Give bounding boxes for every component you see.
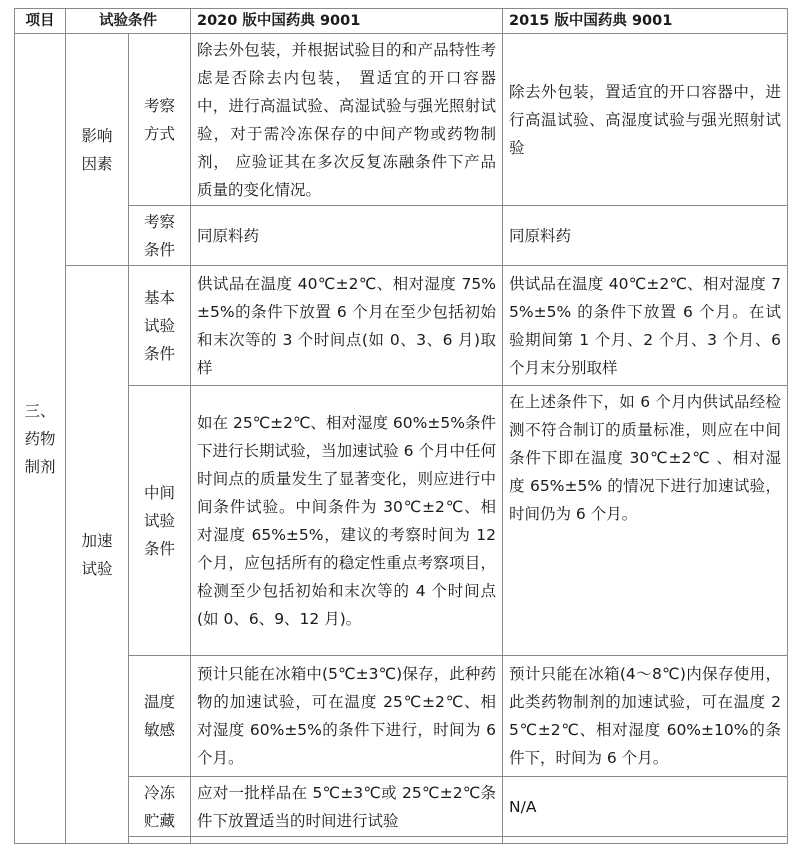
cell-2015: N/A (503, 777, 788, 837)
table-row (15, 266, 788, 386)
header-2020-edition: 2020 版中国药典 9001 (191, 9, 503, 34)
sub-label-intermediate-conditions: 中间 试验 条件 (129, 386, 191, 656)
table-row (15, 777, 788, 837)
cell-2020: 预计只能在冰箱中(5℃±3℃)保存，此种药物的加速试验，可在温度 25℃±2℃、相对湿度 60%±5%的条件下进行，时间为 6 个月。 (191, 656, 503, 777)
cell-2020: 供试品在温度 40℃±2℃、相对湿度 75%±5%的条件下放置 6 个月在至少包括初始和末次等的 3 个时间点(如 0、3、6 月)取样 (191, 266, 503, 386)
group-label-accelerated-test: 加速 试验 (66, 266, 129, 844)
section-label-drug-preparation: 三、 药物 制剂 (15, 34, 66, 844)
stability-comparison-table (14, 8, 788, 844)
cell-2020: 如在 25℃±2℃、相对湿度 60%±5%条件下进行长期试验，当加速试验 6 个月中任何时间点的质量发生了显著变化，则应进行中间条件试验。中间条件为 30℃±2℃、相对湿度 65%±5%，建议的考察时间为 12 个月，应包括所有的稳定性重点考察项目，检测至少包括初始和末次等的 4 个时间点(如 0、6、9、12 月)。 (191, 386, 503, 656)
cell-2020: 应对一批样品在 5℃±3℃或 25℃±2℃条件下放置适当的时间进行试验 (191, 777, 503, 837)
table-row (15, 206, 788, 266)
cell-2015: 预计只能在冰箱(4～8℃)内保存使用，此类药物制剂的加速试验，可在温度 25℃±2℃、相对湿度 60%±10%的条件下，时间为 6 个月。 (503, 656, 788, 777)
table-row (15, 34, 788, 206)
table-row (15, 386, 788, 656)
cell-2020: 同原料药 (191, 206, 503, 266)
table-row-continuation (15, 837, 788, 844)
empty-cell (191, 837, 503, 844)
header-test-condition: 试验条件 (66, 9, 191, 34)
empty-cell (503, 837, 788, 844)
table-row (15, 656, 788, 777)
group-label-influencing-factors: 影响 因素 (66, 34, 129, 266)
sub-label-basic-conditions: 基本 试验 条件 (129, 266, 191, 386)
sub-label-method: 考察 方式 (129, 34, 191, 206)
sub-label-conditions: 考察 条件 (129, 206, 191, 266)
header-item: 项目 (15, 9, 66, 34)
sub-label-frozen-storage: 冷冻 贮藏 (129, 777, 191, 837)
cell-2015: 在上述条件下，如 6 个月内供试品经检测不符合制订的质量标准，则应在中间条件下即在温度 30℃±2℃ 、相对湿度 65%±5% 的情况下进行加速试验，时间仍为 6 个月。 (503, 386, 788, 656)
cell-2015: 供试品在温度 40℃±2℃、相对湿度 75%±5% 的条件下放置 6 个月。在试验期间第 1 个月、2 个月、3 个月、6 个月末分别取样 (503, 266, 788, 386)
cell-2015: 同原料药 (503, 206, 788, 266)
sub-label-temperature-sensitive: 温度 敏感 (129, 656, 191, 777)
header-2015-edition: 2015 版中国药典 9001 (503, 9, 788, 34)
cell-2015: 除去外包装，置适宜的开口容器中，进行高温试验、高湿度试验与强光照射试验 (503, 34, 788, 206)
header-row (15, 9, 788, 34)
cell-2020: 除去外包装，并根据试验目的和产品特性考虑是否除去内包装， 置适宜的开口容器中，进行高温试验、高湿试验与强光照射试验，对于需冷冻保存的中间产物或药物制剂， 应验证其在多次反复冻融条件下产品质量的变化情况。 (191, 34, 503, 206)
empty-cell (129, 837, 191, 844)
